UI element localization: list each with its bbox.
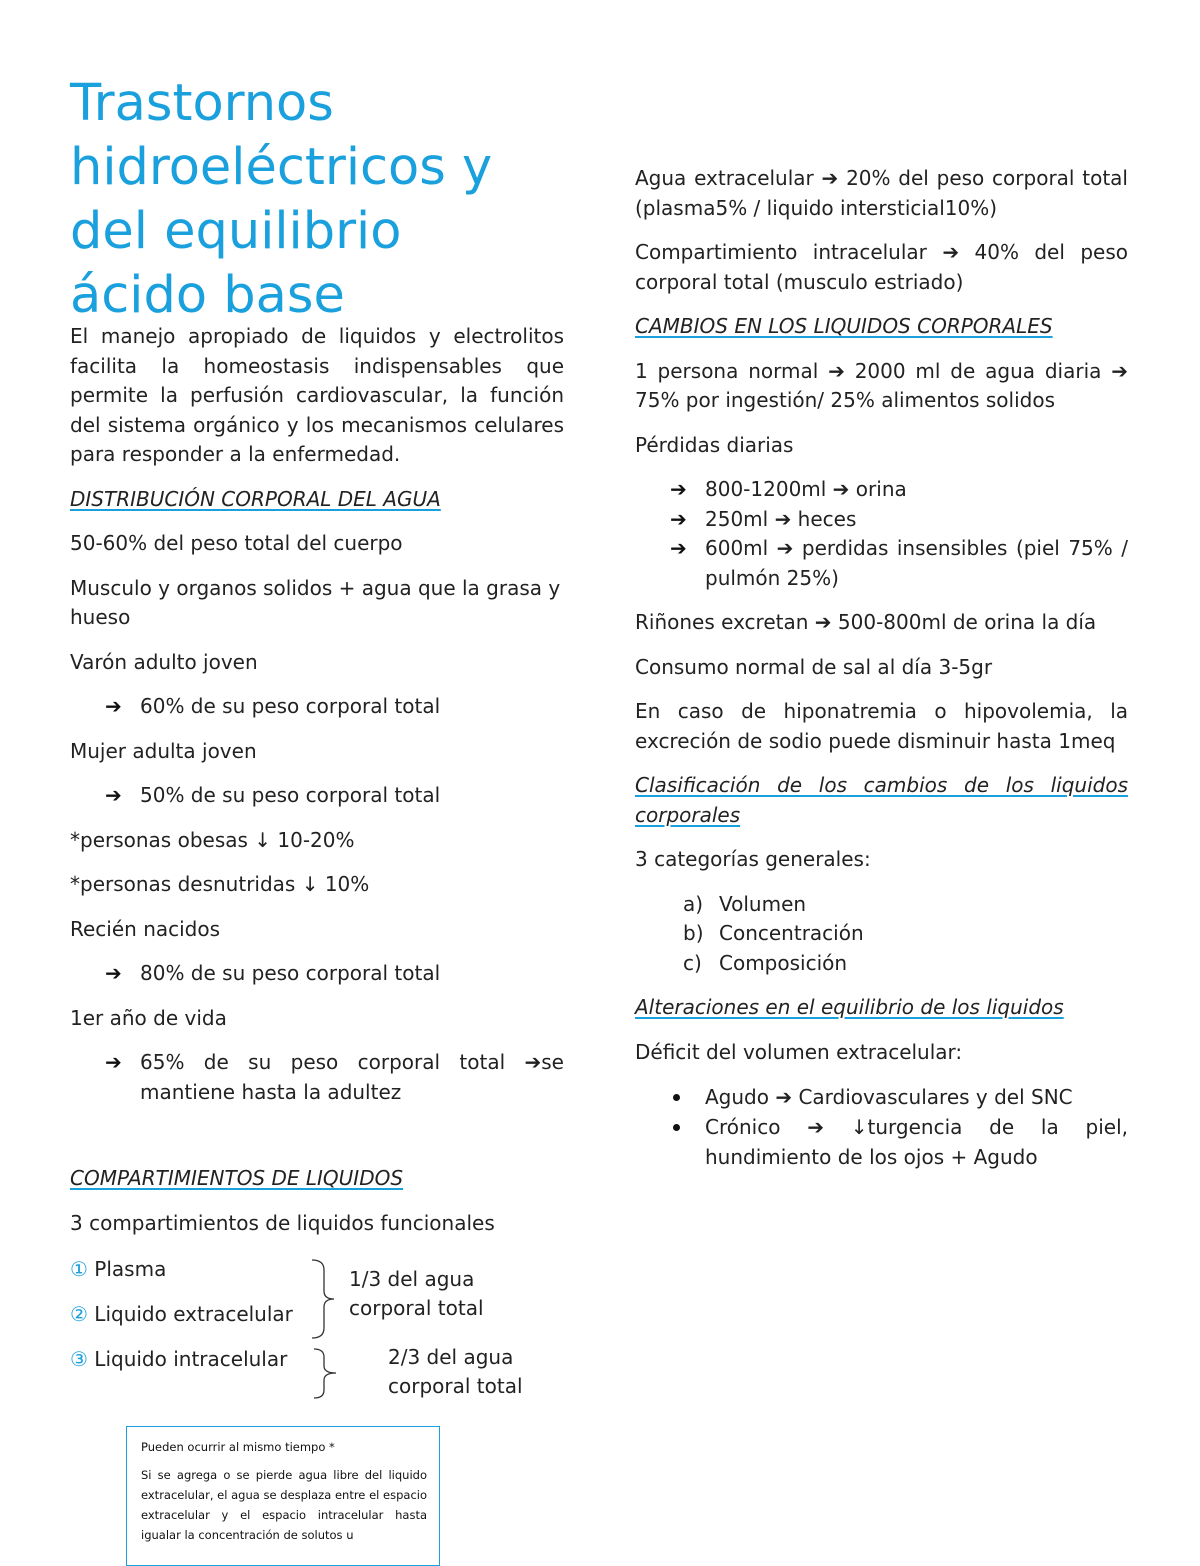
arrow-list-item (70, 959, 564, 989)
paragraph: 50-60% del peso total del cuerpo (70, 531, 403, 555)
number-badge: ② (70, 1302, 88, 1326)
arrow-item-text: 80% de su peso corporal total (140, 961, 441, 985)
left-column (70, 72, 564, 1122)
number-badge: ③ (70, 1347, 88, 1371)
brace-label: 2/3 del agua corporal total (388, 1345, 523, 1398)
paragraph: Pérdidas diarias (635, 432, 794, 457)
compartment-label: Liquido extracelular (94, 1302, 293, 1326)
arrow-icon: ➔ (670, 477, 687, 501)
section-heading-distribucion: DISTRIBUCIÓN CORPORAL DEL AGUA (70, 486, 441, 511)
paragraph: Musculo y organos solidos + agua que la grasa y hueso (70, 575, 561, 629)
categorias-list (635, 890, 1128, 979)
paragraph: 1er año de vida (70, 1005, 227, 1030)
compartment-item (70, 1300, 293, 1329)
title-line: hidroeléctricos y (70, 138, 493, 197)
list-item-text: Composición (719, 950, 848, 975)
perdidas-list (635, 475, 1128, 593)
paragraph: Mujer adulta joven (70, 738, 257, 763)
arrow-icon: ➔ (105, 694, 122, 718)
list-item (635, 949, 1128, 979)
arrow-list-item (635, 505, 1128, 535)
list-item-text: Volumen (719, 891, 807, 916)
paragraph: Agua extracelular ➔ 20% del peso corporal total (plasma5% / liquido intersticial10%) (635, 166, 1128, 220)
intro-paragraph: El manejo apropiado de liquidos y electrolitos facilita la homeostasis indispensables que permite la perfusión cardiovascular, la función del sistema orgánico y los mecanismos celulares para responder a la enfermedad. (70, 324, 564, 466)
list-item (635, 890, 1128, 920)
arrow-icon: ➔ (670, 506, 687, 531)
paragraph: Varón adulto joven (70, 649, 258, 674)
paragraph: 3 categorías generales: (635, 847, 871, 871)
paragraph: 1 persona normal ➔ 2000 ml de agua diaria ➔ 75% por ingestión/ 25% alimentos solidos (635, 358, 1128, 412)
arrow-item-text: 60% de su peso corporal total (140, 694, 441, 718)
page-title (70, 72, 564, 328)
arrow-item-text: 50% de su peso corporal total (140, 783, 441, 807)
paragraph: Déficit del volumen extracelular: (635, 1039, 963, 1064)
title-line: del equilibrio (70, 202, 402, 261)
bullet-icon (673, 1124, 680, 1131)
list-item (635, 1112, 1128, 1172)
title-line: ácido base (70, 266, 345, 325)
bullet-list (635, 1082, 1128, 1172)
section-heading-clasificacion: Clasificación de los cambios de los liquidos corporales (635, 773, 1128, 827)
section-heading-cambios: CAMBIOS EN LOS LIQUIDOS CORPORALES (635, 314, 1053, 338)
note-box (126, 1426, 440, 1566)
section-heading-compartimientos: COMPARTIMIENTOS DE LIQUIDOS (70, 1166, 404, 1190)
paragraph: Recién nacidos (70, 916, 221, 941)
right-column (635, 164, 1128, 1172)
arrow-item-text: 800-1200ml ➔ orina (705, 477, 907, 501)
list-letter: a) (683, 891, 704, 916)
title-line: Trastornos (70, 74, 334, 133)
arrow-icon: ➔ (105, 783, 122, 807)
compartment-item (70, 1255, 166, 1284)
paragraph: *personas obesas ↓ 10-20% (70, 827, 355, 852)
brace-icon (308, 1258, 342, 1340)
section-heading-alteraciones: Alteraciones en el equilibrio de los liquidos (635, 995, 1064, 1019)
list-item-text: Agudo ➔ Cardiovasculares y del SNC (705, 1085, 1073, 1109)
arrow-list-item (70, 692, 564, 722)
paragraph: En caso de hiponatremia o hipovolemia, la excreción de sodio puede disminuir hasta 1meq (635, 699, 1128, 753)
paragraph: Compartimiento intracelular ➔ 40% del peso corporal total (musculo estriado) (635, 240, 1128, 294)
arrow-icon: ➔ (105, 1050, 122, 1074)
arrow-list-item (635, 475, 1128, 505)
paragraph: Consumo normal de sal al día 3-5gr (635, 654, 993, 679)
list-item-text: Concentración (719, 921, 864, 945)
list-letter: b) (683, 921, 704, 945)
list-item (635, 1082, 1128, 1112)
paragraph: *personas desnutridas ↓ 10% (70, 872, 370, 896)
arrow-item-text: 600ml ➔ perdidas insensibles (piel 75% / pulmón 25%) (705, 536, 1128, 590)
compartment-label: Plasma (94, 1257, 167, 1281)
arrow-item-text: 250ml ➔ heces (705, 506, 857, 531)
brace-label: 1/3 del agua corporal total (349, 1267, 484, 1320)
note-text: Si se agrega o se pierde agua libre del liquido extracelular, el agua se desplaza entre el espacio extracelular y el espacio intracelular hasta igualar la concentración de solutos u (141, 1468, 427, 1542)
list-item-text: Crónico ➔ ↓turgencia de la piel, hundimiento de los ojos + Agudo (705, 1115, 1128, 1169)
compartment-item (70, 1345, 287, 1374)
arrow-list-item (635, 534, 1128, 593)
list-letter: c) (683, 950, 702, 975)
note-heading: Pueden ocurrir al mismo tiempo * (141, 1440, 335, 1454)
number-badge: ① (70, 1257, 88, 1281)
arrow-list-item (70, 1048, 564, 1107)
paragraph: Riñones excretan ➔ 500-800ml de orina la día (635, 610, 1097, 634)
arrow-icon: ➔ (670, 536, 687, 560)
list-item (635, 919, 1128, 949)
arrow-icon: ➔ (105, 961, 122, 985)
brace-icon (310, 1347, 344, 1401)
paragraph: 3 compartimientos de liquidos funcionales (70, 1211, 495, 1235)
bullet-icon (673, 1094, 680, 1101)
arrow-list-item (70, 781, 564, 811)
arrow-item-text: 65% de su peso corporal total ➔se mantiene hasta la adultez (140, 1050, 564, 1104)
compartment-label: Liquido intracelular (94, 1347, 288, 1371)
